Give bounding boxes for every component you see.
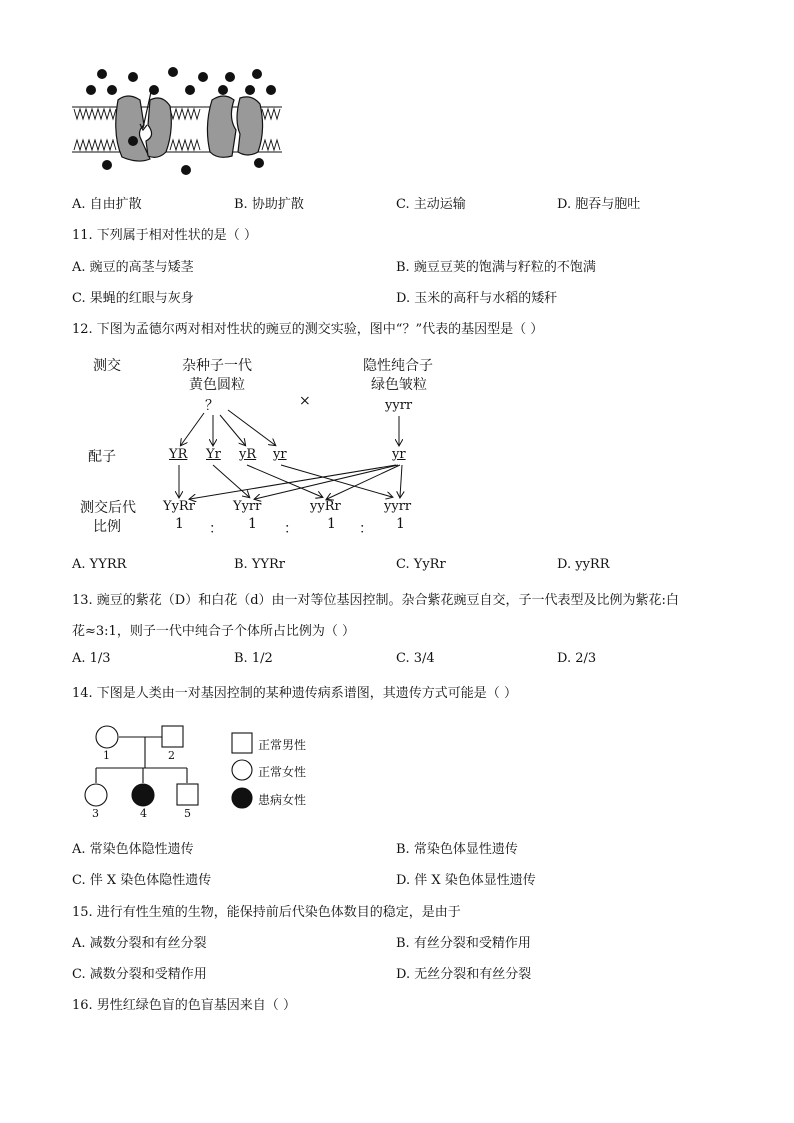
q10-option-b: B. 协助扩散 [234,197,304,212]
q10-option-d: D. 胞吞与胞吐 [557,197,641,212]
q15-option-a: A. 减数分裂和有丝分裂 [72,936,207,951]
gamete2-yr: yr [392,447,406,462]
q11-option-b: B. 豌豆豆荚的饱满与籽粒的不饱满 [396,260,596,275]
gamete-yr: yr [273,447,287,462]
legend-affected-female: 患病女性 [258,793,307,807]
offspring-label-line1: 测交后代 [80,500,136,516]
ratio-1: 1 [175,516,184,532]
q15-stem: 15. 进行有性生殖的生物，能保持前后代染色体数目的稳定，是由于 [72,905,461,920]
q12-option-d: D. yyRR [557,557,610,572]
q12-option-b: B. YYRr [234,557,285,572]
q13-option-a: A. 1/3 [72,651,111,666]
offspring-Yyrr: Yyrr [233,499,262,514]
pedigree-id-2: 2 [168,749,175,762]
pedigree-id-4: 4 [140,807,147,820]
q15-option-c: C. 减数分裂和受精作用 [72,967,207,982]
legend-normal-male: 正常男性 [258,738,307,752]
q11-option-d: D. 玉米的高秆与水稻的矮秆 [396,291,558,306]
parent1-genotype: ？ [205,398,219,414]
diagram-label-cross: 测交 [93,358,121,374]
q15-option-d: D. 无丝分裂和有丝分裂 [396,967,532,982]
ratio-2: 1 [248,516,257,532]
q13-option-c: C. 3/4 [396,651,435,666]
parent2-line1: 隐性纯合子 [363,358,433,374]
q15-option-b: B. 有丝分裂和受精作用 [396,936,531,951]
q11-stem: 11. 下列属于相对性状的是（ ） [72,228,257,243]
q16-stem: 16. 男性红绿色盲的色盲基因来自（ ） [72,998,296,1013]
q13-option-b: B. 1/2 [234,651,273,666]
cross-sign: × [299,393,311,409]
q10-option-c: C. 主动运输 [396,197,466,212]
ratio-3: 1 [327,516,336,532]
gamete-YR: YR [169,447,188,462]
ratio-4: 1 [396,516,405,532]
offspring-label-line2: 比例 [93,519,121,535]
q10-option-a: A. 自由扩散 [72,197,142,212]
q14-option-d: D. 伴 X 染色体显性遗传 [396,873,536,888]
offspring-yyRr: yyRr [310,499,341,514]
gamete-Yr: Yr [206,447,221,462]
parent2-genotype: yyrr [385,398,413,413]
q14-option-c: C. 伴 X 染色体隐性遗传 [72,873,212,888]
legend-normal-female: 正常女性 [258,765,307,779]
pedigree-id-1: 1 [103,749,110,762]
pedigree-id-5: 5 [184,807,191,820]
offspring-YyRr: YyRr [163,499,195,514]
parent1-line2: 黄色圆粒 [189,377,245,393]
parent2-line2: 绿色皱粒 [371,377,427,393]
q14-stem: 14. 下图是人类由一对基因控制的某种遗传病系谱图，其遗传方式可能是（ ） [72,686,517,701]
ratio-sep-1: ： [209,521,223,537]
ratio-sep-2: ： [284,521,298,537]
q12-stem: 12. 下图为孟德尔两对相对性状的豌豆的测交实验，图中“？”代表的基因型是（ ） [72,322,544,337]
pedigree-id-3: 3 [92,807,99,820]
q14-option-b: B. 常染色体显性遗传 [396,842,518,857]
q13-stem-line2: 花≈3:1，则子一代中纯合子个体所占比例为（ ） [72,624,355,639]
diagram-label-gametes: 配子 [88,449,116,465]
ratio-sep-3: ： [359,521,373,537]
q12-option-a: A. YYRR [72,557,127,572]
q11-option-a: A. 豌豆的高茎与矮茎 [72,260,194,275]
gamete-yR: yR [239,447,257,462]
q14-option-a: A. 常染色体隐性遗传 [72,842,194,857]
q13-option-d: D. 2/3 [557,651,597,666]
parent1-line1: 杂种子一代 [182,358,252,374]
q11-option-c: C. 果蝇的红眼与灰身 [72,291,194,306]
q12-option-c: C. YyRr [396,557,446,572]
q13-stem-line1: 13. 豌豆的紫花（D）和白花（d）由一对等位基因控制。杂合紫花豌豆自交，子一代表型及比例为紫花:白 [72,593,679,608]
offspring-yyrr: yyrr [384,499,412,514]
